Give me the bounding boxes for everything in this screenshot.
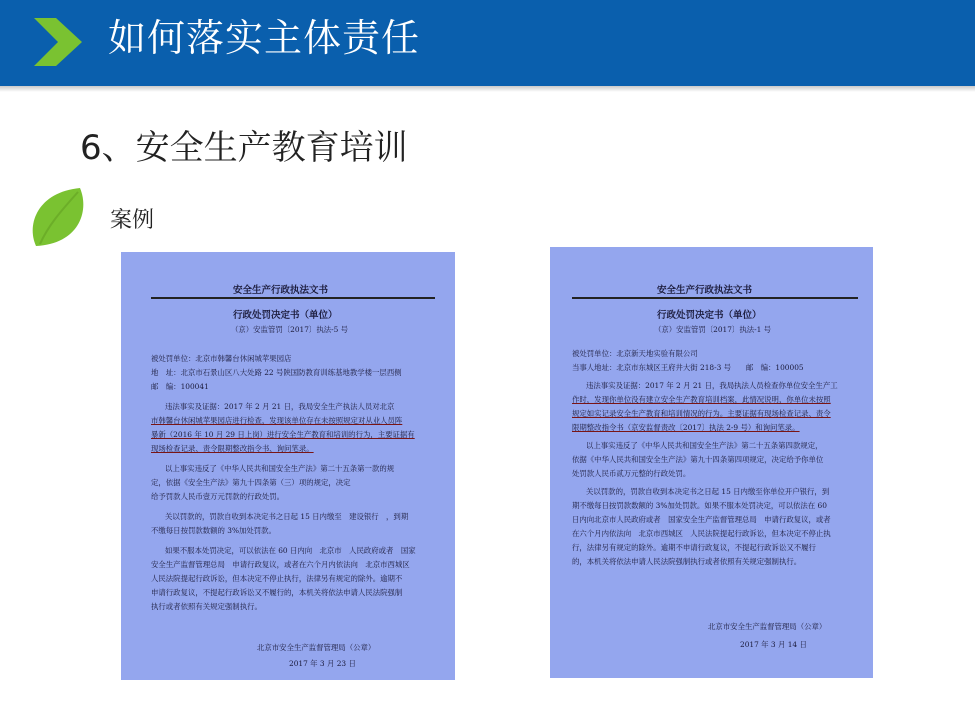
doc-line: 限期整改指令书（京安监督责改〔2017〕执法 2-9 号）和询问笔录。 bbox=[572, 423, 800, 432]
doc-heading: 安全生产行政执法文书 bbox=[233, 285, 329, 296]
doc-divider bbox=[151, 297, 435, 299]
doc-divider bbox=[572, 297, 858, 299]
doc-line: 在六个月内依法向 北京市西城区 人民法院提起行政诉讼，但本决定不停止执 bbox=[572, 529, 831, 538]
doc-line: 违法事实及证据：2017 年 2 月 21 日，我局安全生产执法人员对北京 bbox=[165, 402, 395, 411]
doc-line: 暴新（2016 年 10 月 29 日上岗）进行安全生产教育和培训的行为，主要证据有 bbox=[151, 430, 415, 439]
doc-line: 安全生产监督管理总局 申请行政复议，或者在六个月内依法向 北京市西城区 bbox=[151, 560, 410, 569]
doc-line: 如果不服本处罚决定，可以依法在 60 日内向 北京市 人民政府或者 国家 bbox=[165, 546, 416, 555]
slide-title: 如何落实主体责任 bbox=[108, 16, 421, 60]
doc-sign-date: 2017 年 3 月 14 日 bbox=[740, 640, 807, 649]
doc-line: 处罚款人民币贰万元整的行政处罚。 bbox=[572, 469, 691, 478]
doc-number: （京）安监管罚〔2017〕执法-5 号 bbox=[231, 325, 349, 334]
doc-line: 现场检查记录、责令限期整改指令书、询问笔录。 bbox=[151, 444, 314, 453]
doc-line: 邮 编：100041 bbox=[151, 382, 209, 391]
doc-line: 依据《中华人民共和国安全生产法》第九十四条第四项规定，决定给予你单位 bbox=[572, 455, 824, 464]
doc-line: 规定如实记录安全生产教育和培训情况的行为。主要证据有现场检查记录、责令 bbox=[572, 409, 831, 418]
header-bar bbox=[0, 0, 975, 86]
doc-heading: 安全生产行政执法文书 bbox=[657, 285, 753, 296]
header-shadow bbox=[0, 86, 975, 92]
doc-sign-date: 2017 年 3 月 23 日 bbox=[289, 659, 356, 668]
doc-sign-org: 北京市安全生产监督管理局（公章） bbox=[257, 643, 376, 652]
doc-line: 的，本机关将依法申请人民法院强制执行或者依照有关规定强制执行。 bbox=[572, 557, 802, 566]
doc-line: 日内向北京市人民政府或者 国家安全生产监督管理总局 申请行政复议，或者 bbox=[572, 515, 831, 524]
doc-number: （京）安监管罚〔2017〕执法-1 号 bbox=[654, 325, 772, 334]
doc-line: 人民法院提起行政诉讼，但本决定不停止执行，法律另有规定的除外。逾期不 bbox=[151, 574, 403, 583]
chevron-right-icon bbox=[30, 14, 86, 70]
leaf-bullet-icon bbox=[26, 184, 94, 252]
doc-line: 给予罚款人民币壹万元罚款的行政处罚。 bbox=[151, 492, 285, 501]
doc-line: 违法事实及证据：2017 年 2 月 21 日，我局执法人员检查你单位安全生产工 bbox=[586, 381, 838, 390]
doc-subheading: 行政处罚决定书（单位） bbox=[233, 310, 338, 321]
doc-line: 定，依据《安全生产法》第九十四条第（三）项的规定，决定 bbox=[151, 478, 351, 487]
doc-line: 市韩馨台休闲城苹果园店进行检查，发现该单位存在未按照规定对从业人员阵 bbox=[151, 416, 403, 425]
doc-line: 以上事实违反了《中华人民共和国安全生产法》第二十五条第一款的规 bbox=[165, 464, 395, 473]
penalty-document-left bbox=[121, 252, 455, 680]
doc-line: 被处罚单位：北京新天地实验有限公司 bbox=[572, 349, 698, 358]
doc-line: 被处罚单位：北京市韩馨台休闲城苹果园店 bbox=[151, 354, 292, 363]
section-title: 6、安全生产教育培训 bbox=[80, 128, 408, 168]
doc-line: 作时，发现你单位没有建立安全生产教育培训档案，此情况说明，你单位未按照 bbox=[572, 395, 831, 404]
doc-line: 以上事实违反了《中华人民共和国安全生产法》第二十五条第四款规定， bbox=[586, 441, 823, 450]
doc-subheading: 行政处罚决定书（单位） bbox=[657, 310, 762, 321]
doc-line: 执行或者依照有关规定强制执行。 bbox=[151, 602, 262, 611]
case-label: 案例 bbox=[110, 208, 155, 233]
doc-line: 申请行政复议，不提起行政诉讼又不履行的，本机关将依法申请人民法院强制 bbox=[151, 588, 403, 597]
penalty-document-right bbox=[550, 247, 873, 678]
doc-line: 期不缴每日按罚款数额的 3%加处罚款。如果不服本处罚决定，可以依法在 60 bbox=[572, 501, 827, 510]
doc-line: 关以罚款的，罚款自收到本决定书之日起 15 日内缴至 建设银行 ，到期 bbox=[165, 512, 409, 521]
doc-sign-org: 北京市安全生产监督管理局（公章） bbox=[708, 622, 827, 631]
doc-line: 不缴每日按罚款数额的 3%加处罚款。 bbox=[151, 526, 276, 535]
doc-line: 关以罚款的，罚款自收到本决定书之日起 15 日内缴至你单位开户银行，到 bbox=[586, 487, 830, 496]
doc-line: 行，法律另有规定的除外。逾期不申请行政复议，不提起行政诉讼又不履行 bbox=[572, 543, 816, 552]
doc-line: 当事人地址：北京市东城区王府井大街 218-3 号 邮 编：100005 bbox=[572, 363, 804, 372]
doc-line: 地 址：北京市石景山区八大处路 22 号陕国防教育训练基地教学楼一层西侧 bbox=[151, 368, 402, 377]
